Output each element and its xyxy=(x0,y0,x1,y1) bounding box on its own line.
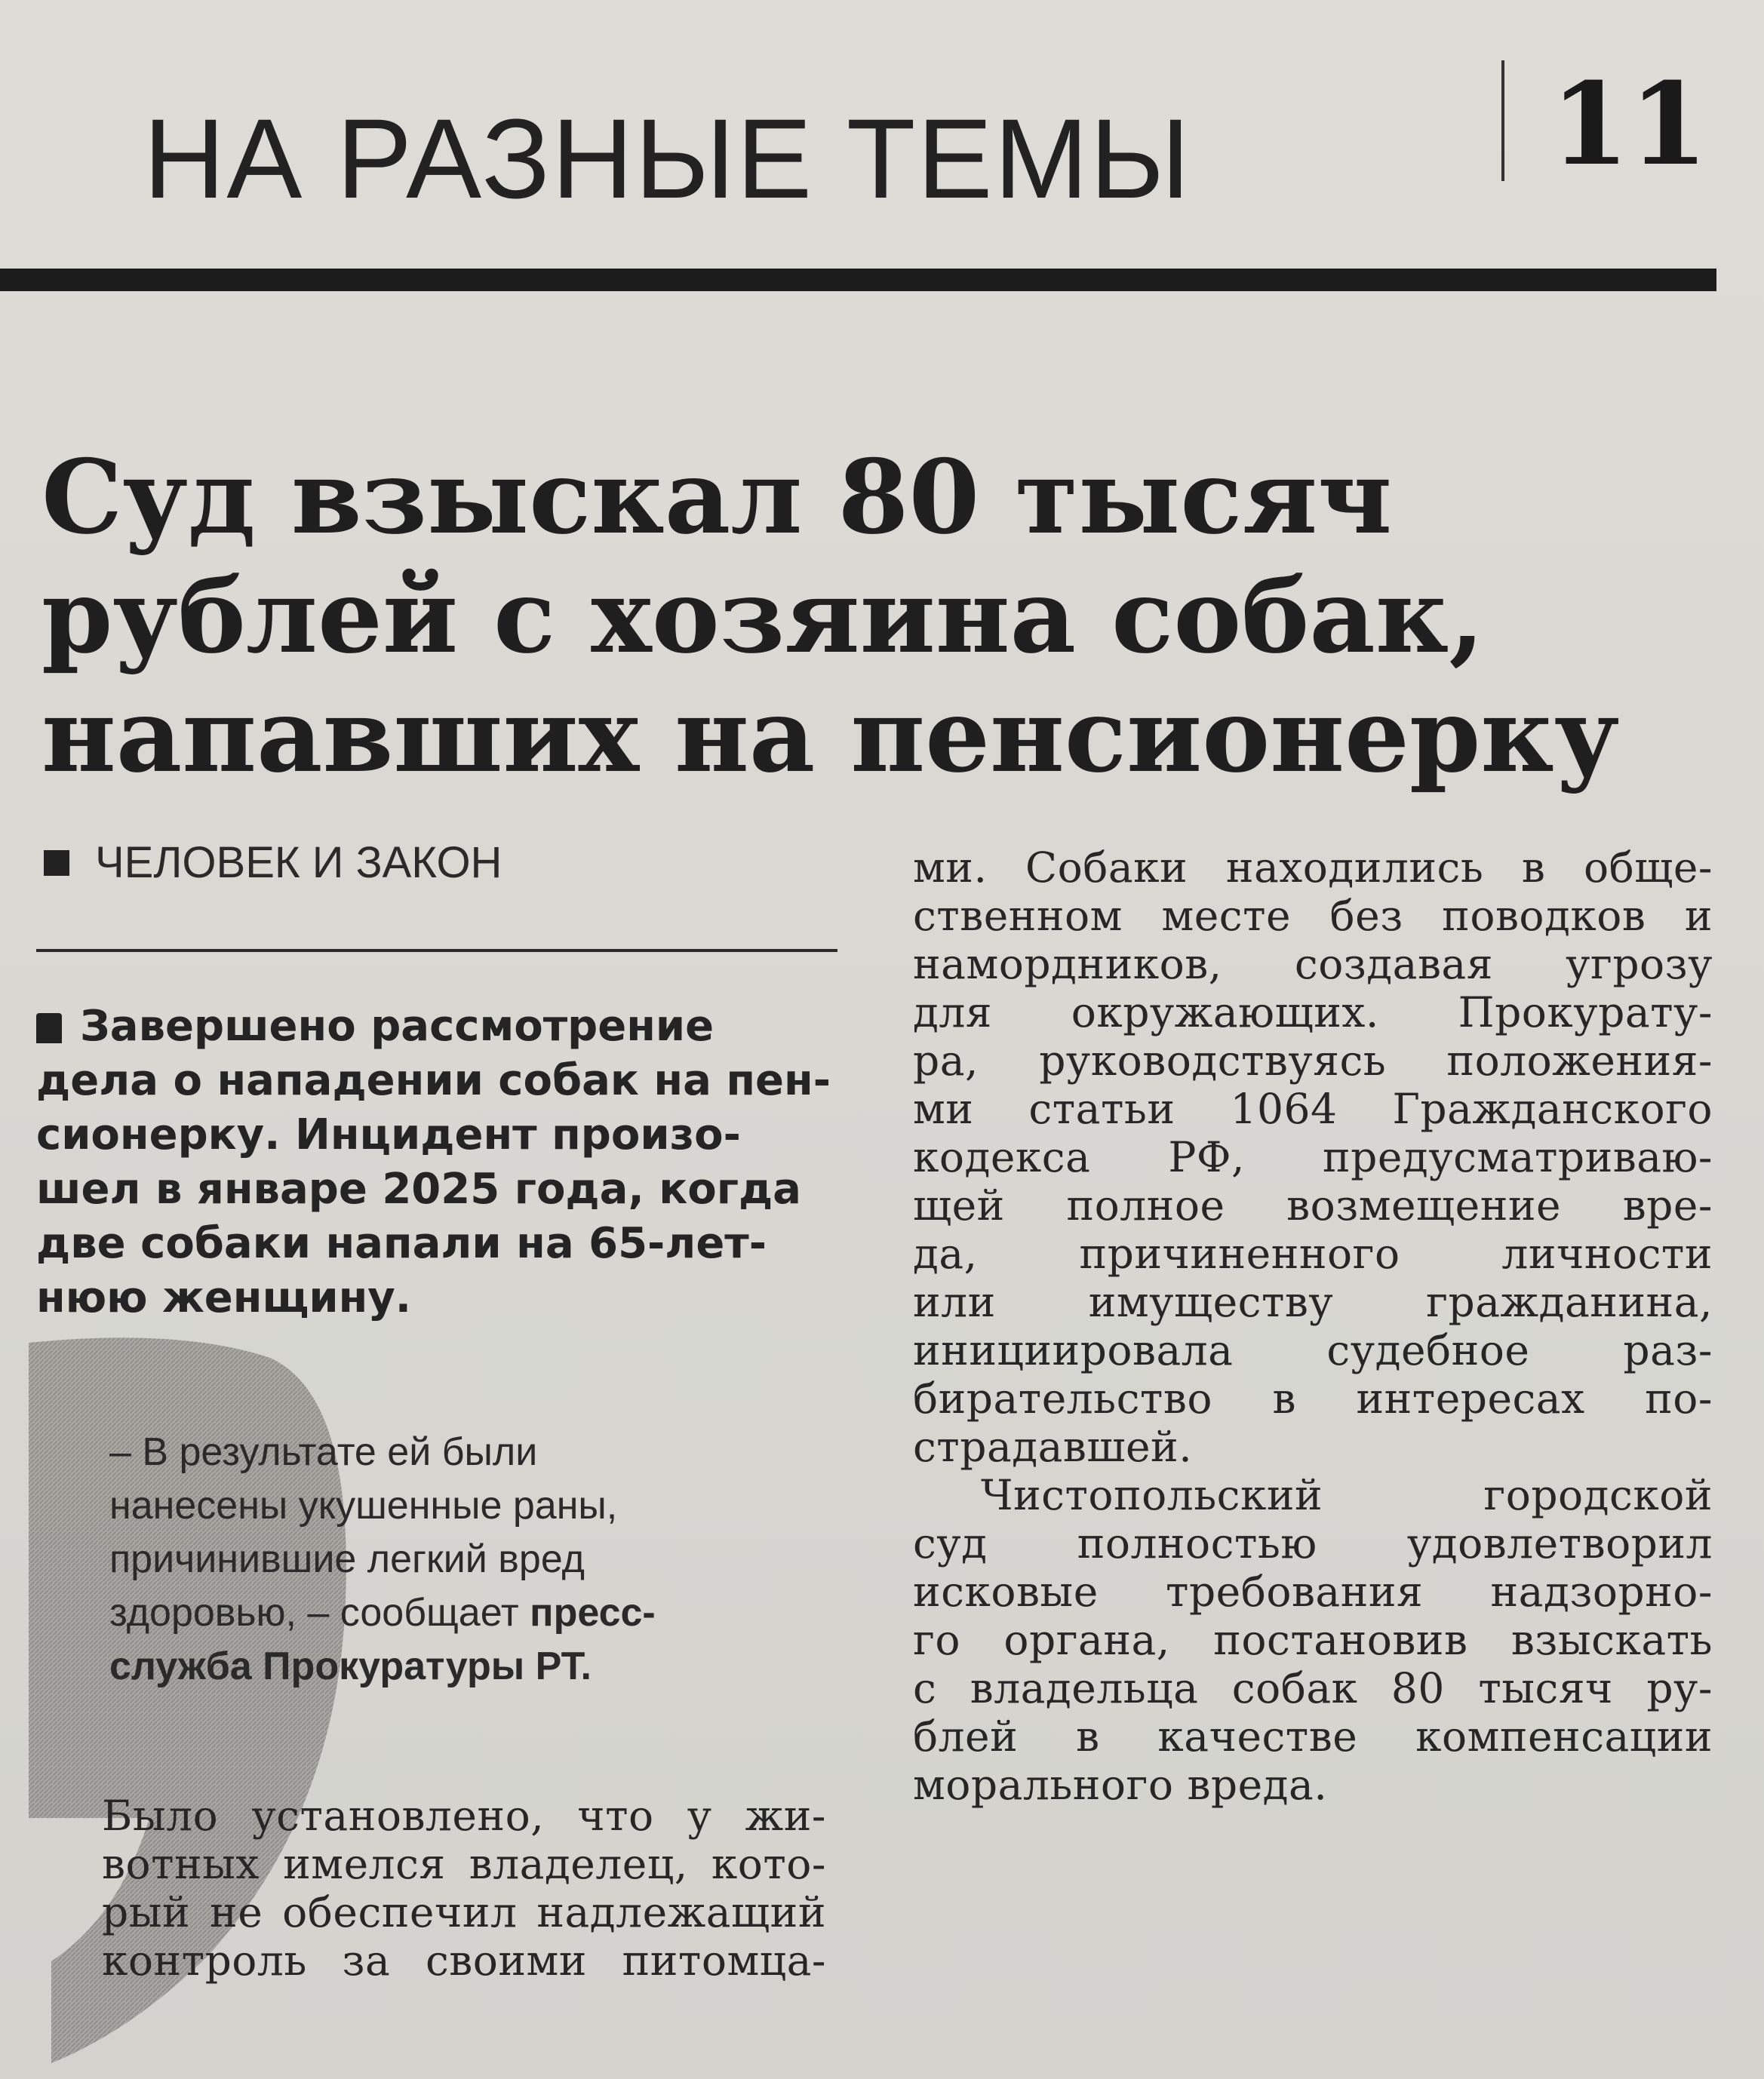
body-line: или имуществу гражданина, xyxy=(913,1278,1713,1326)
body-line: намордников, создавая угрозу xyxy=(913,940,1713,988)
body-line: инициировала судебное раз- xyxy=(913,1326,1713,1374)
lead-line: дела о нападении собак на пен- xyxy=(36,1056,831,1105)
body-line: блей в качестве компенсации xyxy=(913,1712,1713,1761)
headline-line: Суд взыскал 80 тысяч xyxy=(41,437,1393,557)
body-line: рый не обеспечил надлежащий xyxy=(102,1888,826,1936)
quote-line xyxy=(109,1640,788,1694)
body-line: ми. Собаки находились в обще- xyxy=(913,843,1713,892)
rubric-label: ЧЕЛОВЕК И ЗАКОН xyxy=(95,838,502,887)
body-line: с владельца собак 80 тысяч ру- xyxy=(913,1664,1713,1712)
body-line: кодекса РФ, предусматриваю- xyxy=(913,1133,1713,1181)
body-line: для окружающих. Прокурату- xyxy=(913,988,1713,1036)
body-line: исковые требования надзорно- xyxy=(913,1568,1713,1616)
headline-line: рублей с хозяина собак, xyxy=(41,556,1485,676)
rubric-square-icon xyxy=(44,850,69,876)
quote-line: причинившие легкий вред xyxy=(109,1537,585,1581)
body-line: морального вреда. xyxy=(913,1761,1328,1809)
lead-line: сионерку. Инцидент произо- xyxy=(36,1110,741,1159)
body-line: Чистопольский городской xyxy=(981,1471,1713,1519)
body-line: Было установлено, что у жи- xyxy=(102,1792,826,1840)
body-line: ми статьи 1064 Гражданского xyxy=(913,1085,1713,1133)
article-lead xyxy=(36,1000,836,1325)
body-line: ра, руководствуясь положения- xyxy=(913,1036,1713,1085)
body-line: да, причиненного личности xyxy=(913,1230,1713,1278)
quote-line: нанесены укушенные раны, xyxy=(109,1484,618,1528)
article-body-column-1 xyxy=(102,1792,826,1985)
quote-source: пресс- xyxy=(530,1591,656,1635)
quote-line: здоровью, – сообщает пресс- xyxy=(109,1591,656,1635)
quote-source: служба Прокуратуры РТ. xyxy=(109,1644,592,1688)
section-title: НА РАЗНЫЕ ТЕМЫ xyxy=(143,95,1192,222)
quote-line: – В результате ей были xyxy=(109,1430,538,1474)
lead-line: две собаки напали на 65-лет- xyxy=(36,1219,767,1268)
lead-line: нюю женщину. xyxy=(36,1273,412,1322)
lead-line: Завершено рассмотрение xyxy=(36,1000,836,1054)
lead-line: шел в январе 2025 года, когда xyxy=(36,1165,801,1214)
body-line: вотных имелся владелец, кото- xyxy=(102,1840,826,1888)
header-divider xyxy=(1501,60,1504,181)
headline-line: напавших на пенсионерку xyxy=(41,675,1620,795)
body-line: контроль за своими питомца- xyxy=(102,1936,826,1985)
article-headline xyxy=(41,438,1701,795)
article-body-column-2 xyxy=(913,843,1713,1809)
section-rule xyxy=(0,269,1716,291)
body-line: страдавшей. xyxy=(913,1423,1193,1471)
body-line: щей полное возмещение вре- xyxy=(913,1181,1713,1230)
body-line: суд полностью удовлетворил xyxy=(913,1519,1713,1568)
body-line: ственном месте без поводков и xyxy=(913,892,1713,940)
lead-marker-icon xyxy=(36,1013,62,1043)
page-number: 11 xyxy=(1550,58,1708,191)
body-line: бирательство в интересах по- xyxy=(913,1374,1713,1423)
rubric-divider xyxy=(36,949,837,952)
pull-quote xyxy=(109,1426,788,1694)
body-line: го органа, постановив взыскать xyxy=(913,1616,1713,1664)
rubric xyxy=(44,837,502,888)
